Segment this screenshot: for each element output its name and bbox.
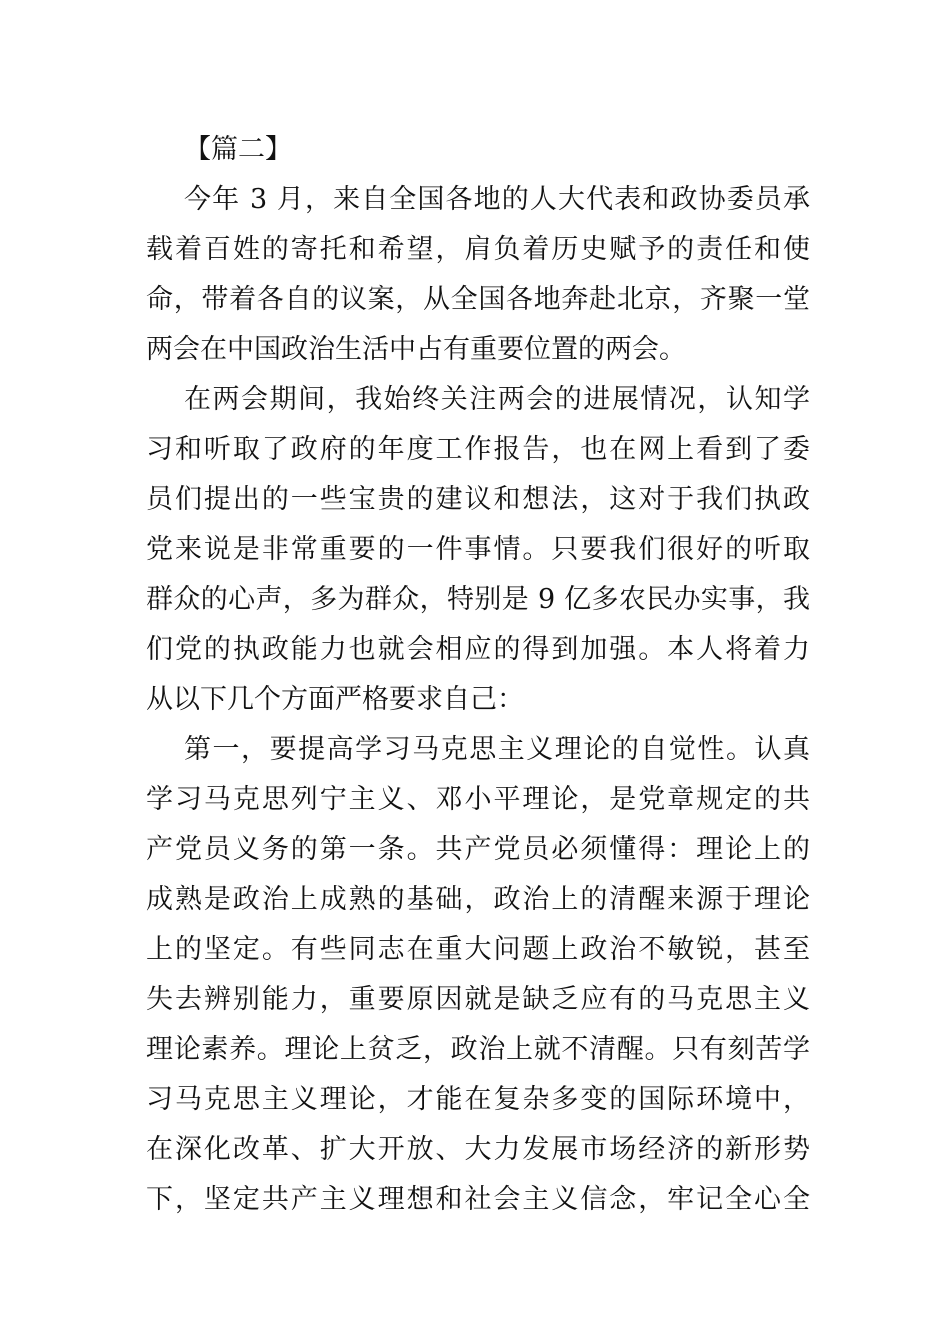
section-heading: 【篇二】: [184, 134, 292, 165]
paragraph-line: 成熟是政治上成熟的基础，政治上的清醒来源于理论: [146, 884, 810, 915]
paragraph-line: 上的坚定。有些同志在重大问题上政治不敏锐，甚至: [146, 934, 810, 965]
paragraph-line: 在两会期间，我始终关注两会的进展情况，认知学: [184, 384, 810, 415]
paragraph-line: 党来说是非常重要的一件事情。只要我们很好的听取: [146, 534, 810, 565]
paragraph-line: 失去辨别能力，重要原因就是缺乏应有的马克思主义: [146, 984, 810, 1015]
paragraph-line: 从以下几个方面严格要求自己：: [146, 684, 524, 715]
paragraph-line: 命，带着各自的议案，从全国各地奔赴北京，齐聚一堂: [146, 284, 810, 315]
paragraph-line: 理论素养。理论上贫乏，政治上就不清醒。只有刻苦学: [146, 1034, 810, 1065]
paragraph-line: 群众的心声，多为群众，特别是 9 亿多农民办实事，我: [146, 584, 810, 615]
paragraph-line: 下，坚定共产主义理想和社会主义信念，牢记全心全: [146, 1184, 810, 1215]
paragraph-line: 学习马克思列宁主义、邓小平理论，是党章规定的共: [146, 784, 810, 815]
paragraph-line: 们党的执政能力也就会相应的得到加强。本人将着力: [146, 634, 810, 665]
paragraph-line: 载着百姓的寄托和希望，肩负着历史赋予的责任和使: [146, 234, 810, 265]
paragraph-line: 习和听取了政府的年度工作报告，也在网上看到了委: [146, 434, 810, 465]
paragraph-line: 产党员义务的第一条。共产党员必须懂得：理论上的: [146, 834, 810, 865]
paragraph-line: 在深化改革、扩大开放、大力发展市场经济的新形势: [146, 1134, 810, 1165]
paragraph-line: 两会在中国政治生活中占有重要位置的两会。: [146, 334, 686, 365]
paragraph-line: 习马克思主义理论，才能在复杂多变的国际环境中，: [146, 1084, 810, 1115]
paragraph-line: 员们提出的一些宝贵的建议和想法，这对于我们执政: [146, 484, 810, 515]
paragraph-line: 第一，要提高学习马克思主义理论的自觉性。认真: [184, 734, 810, 765]
paragraph-line: 今年 3 月，来自全国各地的人大代表和政协委员承: [184, 184, 810, 215]
